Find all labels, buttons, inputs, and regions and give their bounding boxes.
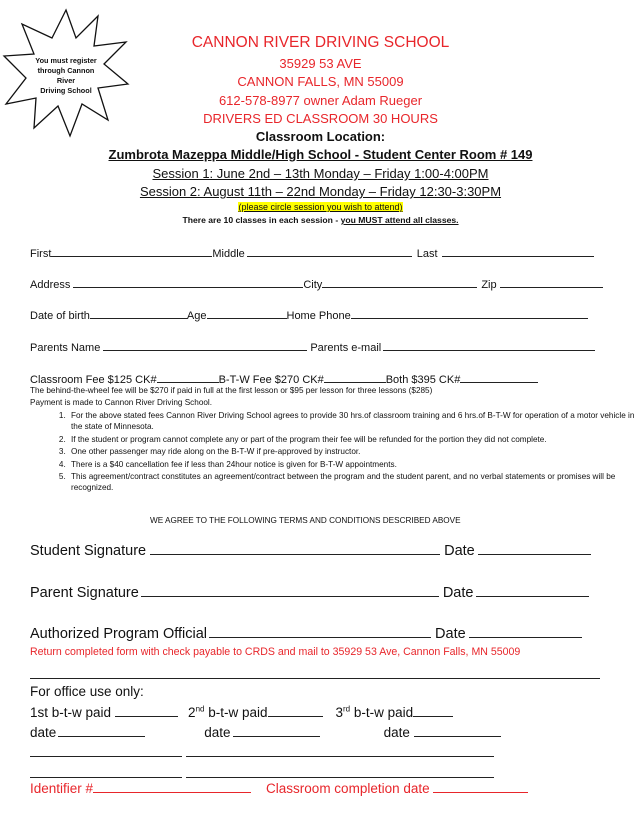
- official-signature-row: [30, 625, 582, 642]
- office-blank-line[interactable]: [30, 756, 182, 757]
- date-label: date: [30, 725, 57, 740]
- date-label: date: [383, 725, 410, 740]
- btw2-date-field[interactable]: [233, 724, 320, 737]
- completion-date-field[interactable]: [433, 780, 528, 793]
- office-use-title: For office use only:: [30, 684, 144, 699]
- date-label: Date: [444, 543, 475, 559]
- parent-signature-row: [30, 584, 589, 601]
- btw3-sup: rd: [343, 704, 351, 714]
- date-label: Date: [435, 626, 466, 642]
- btw-check-field[interactable]: [324, 370, 386, 383]
- zip-label: Zip: [481, 279, 497, 291]
- official-date-field[interactable]: [469, 625, 582, 638]
- btw3-num: 3: [335, 705, 344, 720]
- first-name-field[interactable]: [51, 244, 212, 257]
- student-signature-label: Student Signature: [30, 543, 147, 559]
- age-label: Age: [186, 310, 207, 322]
- divider: [30, 678, 600, 679]
- city-field[interactable]: [322, 275, 477, 288]
- school-city: CANNON FALLS, MN 55009: [237, 74, 404, 89]
- return-instructions: Return completed form with check payable to CRDS and mail to 35929 53 Ave, Cannon Falls, MN 55009: [30, 646, 521, 658]
- btw1-paid-field[interactable]: [115, 704, 178, 717]
- dob-label: Date of birth: [30, 310, 90, 322]
- session-1[interactable]: Session 1: June 2nd – 13th Monday – Friday 1:00-4:00PM: [152, 166, 489, 181]
- zip-field[interactable]: [500, 275, 603, 288]
- btw-fee-note: The behind-the-wheel fee will be $270 if paid in full at the first lesson or $95 per lesson for three lessons ($285): [30, 386, 433, 395]
- badge-line: Driving School: [40, 86, 92, 95]
- term-item: 5. This agreement/contract constitutes an agreement/contract between the program and the student parent, and no verbal statements or promises will be recognized.: [68, 471, 641, 493]
- dob-field[interactable]: [90, 306, 187, 319]
- office-blank-line[interactable]: [186, 756, 494, 757]
- school-phone: 612-578-8977 owner Adam Rueger: [218, 93, 423, 108]
- term-item: 1. For the above stated fees Cannon River Driving School agrees to provide 30 hrs.of classroom training and 6 hrs.of B-T-W for operation of a motor vehicle in the state of Minnesota.: [68, 410, 641, 432]
- btw1-date-field[interactable]: [58, 724, 145, 737]
- term-item: 2. If the student or program cannot complete any or part of the program their fee will be refunded for the portion they did not complete.: [68, 434, 641, 445]
- btw2-label: b-t-w paid: [204, 705, 268, 720]
- completion-date-label: Classroom completion date: [266, 781, 430, 796]
- must-attend-note: you MUST attend all classes.: [340, 215, 459, 225]
- middle-label: Middle: [212, 248, 245, 260]
- home-phone-field[interactable]: [351, 306, 588, 319]
- classroom-fee-label: Classroom Fee $125 CK#: [30, 374, 157, 386]
- student-signature-field[interactable]: [150, 542, 440, 555]
- badge-line: River: [56, 76, 76, 85]
- dob-row: [30, 306, 588, 322]
- agreement-statement: WE AGREE TO THE FOLLOWING TERMS AND CONDITIONS DESCRIBED ABOVE: [150, 516, 461, 525]
- classes-note: [0, 215, 641, 225]
- identifier-field[interactable]: [93, 780, 251, 793]
- session-2[interactable]: Session 2: August 11th – 22nd Monday – Friday 12:30-3:30PM: [139, 184, 502, 199]
- parents-email-field[interactable]: [383, 338, 595, 351]
- official-signature-field[interactable]: [209, 625, 431, 638]
- location-label: Classroom Location:: [255, 129, 386, 144]
- office-blank-line[interactable]: [30, 777, 182, 778]
- date-label: date: [204, 725, 231, 740]
- city-label: City: [303, 279, 323, 291]
- badge-line: You must register: [35, 56, 97, 65]
- age-field[interactable]: [207, 306, 287, 319]
- parent-signature-label: Parent Signature: [30, 585, 139, 601]
- identifier-row: [30, 780, 528, 796]
- official-signature-label: Authorized Program Official: [30, 626, 208, 642]
- identifier-label: Identifier #: [30, 781, 94, 796]
- both-fee-label: Both $395 CK#: [385, 374, 461, 386]
- term-item: 3. One other passenger may ride along on the B-T-W if pre-approved by instructor.: [68, 446, 641, 457]
- circle-session-note: (please circle session you wish to attend): [238, 202, 403, 212]
- btw-date-row: [30, 724, 501, 740]
- middle-name-field[interactable]: [247, 244, 412, 257]
- last-name-field[interactable]: [442, 244, 594, 257]
- badge-line: through Cannon: [37, 66, 95, 75]
- term-item: 4. There is a $40 cancellation fee if less than 24hour notice is given for B-T-W appointments.: [68, 459, 641, 470]
- parent-signature-field[interactable]: [141, 584, 439, 597]
- first-label: First: [30, 248, 52, 260]
- classroom-location: Zumbrota Mazeppa Middle/High School - Student Center Room # 149: [108, 147, 533, 162]
- school-address: 35929 53 AVE: [279, 56, 362, 71]
- parents-email-label: Parents e-mail: [310, 342, 382, 354]
- payment-note: Payment is made to Cannon River Driving School.: [30, 398, 213, 407]
- classroom-check-field[interactable]: [157, 370, 219, 383]
- date-label: Date: [442, 585, 474, 601]
- parents-row: [30, 338, 595, 354]
- student-date-field[interactable]: [478, 542, 591, 555]
- btw-fee-label: B-T-W Fee $270 CK#: [218, 374, 324, 386]
- office-blank-line[interactable]: [186, 777, 494, 778]
- parents-name-field[interactable]: [103, 338, 307, 351]
- course-title: DRIVERS ED CLASSROOM 30 HOURS: [203, 111, 438, 126]
- terms-list: [30, 410, 641, 495]
- btw3-paid-field[interactable]: [413, 704, 453, 717]
- student-signature-row: [30, 542, 591, 559]
- name-row: [30, 244, 594, 260]
- btw2-paid-field[interactable]: [268, 704, 323, 717]
- btw2-num: 2: [188, 705, 196, 720]
- address-field[interactable]: [73, 275, 303, 288]
- btw3-label: b-t-w paid: [350, 705, 414, 720]
- btw-paid-row: [30, 704, 453, 720]
- btw1-label: 1st b-t-w paid: [30, 705, 112, 720]
- home-phone-label: Home Phone: [286, 310, 351, 322]
- address-label: Address: [30, 279, 71, 291]
- classes-note-text: There are 10 classes in each session -: [182, 215, 341, 225]
- btw3-date-field[interactable]: [414, 724, 501, 737]
- last-label: Last: [416, 248, 438, 260]
- school-name: CANNON RIVER DRIVING SCHOOL: [191, 34, 450, 51]
- both-check-field[interactable]: [460, 370, 538, 383]
- address-row: [30, 275, 603, 291]
- btw2-sup: nd: [195, 704, 205, 714]
- fees-row: [30, 370, 538, 386]
- parent-date-field[interactable]: [476, 584, 589, 597]
- parents-name-label: Parents Name: [30, 342, 101, 354]
